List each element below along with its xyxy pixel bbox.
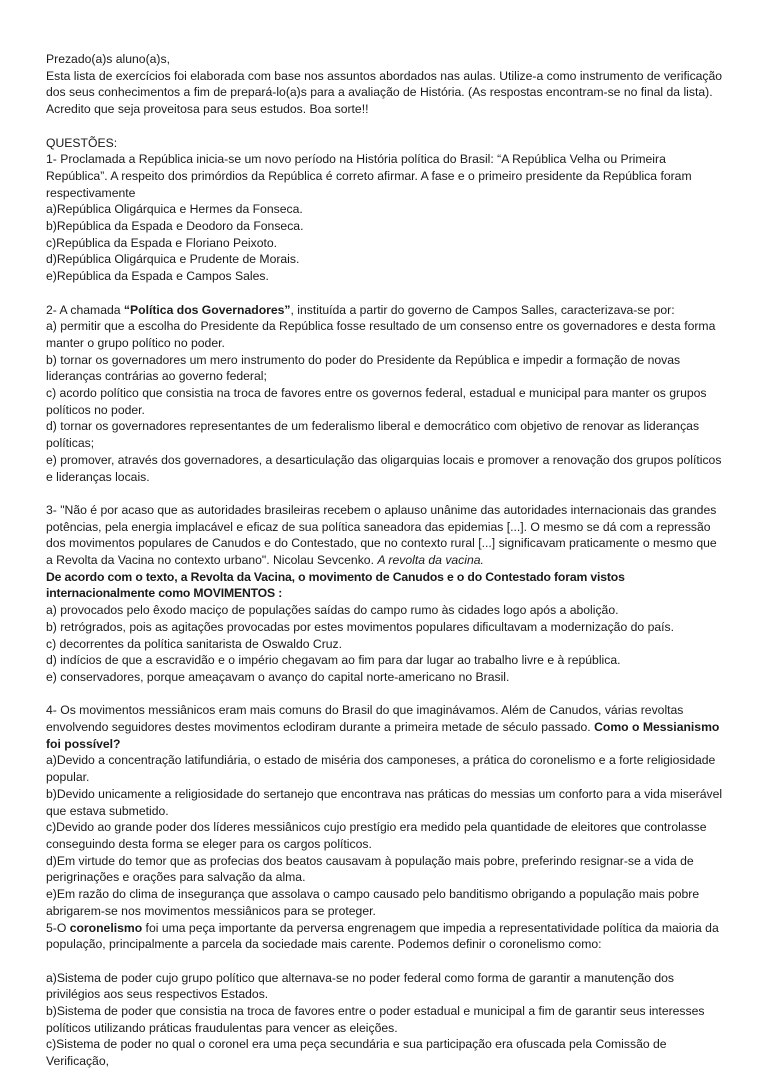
question-3 (46, 502, 726, 686)
option: e) conservadores, porque ameaçavam o avanço do capital norte-americano no Brasil. (46, 669, 510, 684)
option: c)República da Espada e Floriano Peixoto. (46, 235, 278, 250)
option: d)Em virtude do temor que as profecias dos beatos causavam à população mais pobre, preferindo resignar-se a vida de perigrinações e orações para salvação da alma. (46, 853, 694, 885)
stem-text: , instituída a partir do governo de Campos Salles, caracterizava-se por: (290, 302, 675, 317)
option: e) promover, através dos governadores, a desarticulação das oligarquias locais e promover a renovação dos grupos políticos e lideranças locais. (46, 452, 722, 484)
spacer (46, 285, 726, 302)
spacer (46, 686, 726, 703)
question-3-prompt: De acordo com o texto, a Revolta da Vacina, o movimento de Canudos e o do Contestado foram vistos internacionalmente como MOVIMENTOS : (46, 569, 625, 601)
question-3-quote (46, 502, 726, 569)
option: a)Devido a concentração latifundiária, o estado de miséria dos camponeses, a prática do coronelismo e a forte religiosidade popular. (46, 753, 716, 785)
question-2-stem (46, 302, 726, 319)
question-4-stem (46, 702, 726, 752)
option: c)Sistema de poder no qual o coronel era uma peça secundária e sua participação era ofuscada pela Comissão de Verificação, (46, 1037, 667, 1069)
question-5-stem (46, 920, 726, 953)
option: c)Devido ao grande poder dos líderes messiânicos cujo prestígio era medido pela quantidade de eleitores que controlasse conseguindo desta forma se eleger para os cargos políticos. (46, 820, 707, 851)
option: a) provocados pelo êxodo maciço de populações saídas do campo rumo às cidades logo após a abolição. (46, 603, 619, 618)
option: b) retrógrados, pois as agitações provocadas por estes movimentos populares dificultavam a modernização do país. (46, 619, 674, 634)
question-4 (46, 702, 726, 919)
option: b) tornar os governadores um mero instrumento do poder do Presidente da República e impedir a formação de novas lideranças contrárias ao governo federal; (46, 352, 681, 384)
question-1-stem: 1- Proclamada a República inicia-se um novo período na História política do Brasil: “A República Velha ou Primeira República”. A respeito dos primórdios da República é correto afirmar. A fase e o primeiro presidente da República foram respectivamente (46, 152, 692, 200)
stem-text: 5-O (46, 920, 70, 935)
option: a)Sistema de poder cujo grupo político que alternava-se no poder federal como forma de garantir a manutenção dos privilégios aos seus respectivos Estados. (46, 970, 675, 1002)
option: a) permitir que a escolha do Presidente da República fosse resultado de um consenso entre os governadores e desta forma manter o grupo político no poder. (46, 319, 716, 350)
stem-text: 2- A chamada (46, 302, 124, 317)
stem-emphasis: “Política dos Governadores” (123, 302, 291, 317)
question-1 (46, 151, 726, 285)
section-title: QUESTÕES: (46, 135, 118, 150)
question-2 (46, 302, 726, 486)
greeting: Prezado(a)s aluno(a)s, (46, 52, 170, 66)
question-5 (46, 920, 726, 1070)
option: c) decorrentes da política sanitarista de Oswaldo Cruz. (46, 636, 343, 651)
spacer (46, 953, 726, 970)
stem-text: 4- Os movimentos messiânicos eram mais comuns do Brasil do que imaginávamos. Além de Canudos, várias revoltas envolvendo seguidores destes movimentos eclodiram durante a primeira metade de século passado. (46, 703, 684, 735)
document-body (46, 51, 726, 1070)
stem-emphasis: coronelismo (69, 920, 143, 935)
quote-text: 3- "Não é por acaso que as autoridades brasileiras recebem o aplauso unânime das autoridades internacionais das grandes potências, pela energia implacável e eficaz de sua política saneadora das epidemias [...]. O mesmo se dá com a repressão dos movimentos populares de Canudos e do Contestado, que no contexto rural [...] significavam praticamente o mesmo que a Revolta da Vacina no contexto urbano". Nicolau Sevcenko. (46, 502, 717, 568)
option: d) tornar os governadores representantes de um federalismo liberal e democrático com objetivo de renovar as lideranças políticas; (46, 419, 700, 451)
option: a)República Oligárquica e Hermes da Fonseca. (46, 202, 303, 217)
spacer (46, 118, 726, 135)
option: e)República da Espada e Campos Sales. (46, 269, 269, 284)
stem-emphasis: Como o Messianismo foi possível? (46, 720, 720, 751)
option: c) acordo político que consistia na troca de favores entre os governos federal, estadual e municipal para manter os grupos políticos no poder. (46, 386, 707, 417)
stem-text: foi uma peça importante da perversa engrenagem que impedia a representatividade política da maioria da população, principalmente a parcela da sociedade mais carente. Podemos definir o coronelismo como: (46, 920, 719, 952)
option: b)República da Espada e Deodoro da Fonseca. (46, 219, 304, 234)
quote-source: A revolta da vacina. (377, 553, 484, 568)
option: d) indícios de que a escravidão e o império chegavam ao fim para dar lugar ao trabalho livre e à república. (46, 653, 621, 668)
option: b)Sistema de poder que consistia na troca de favores entre o poder estadual e municipal a fim de garantir seus interesses políticos utilizando práticas fraudulentas para vencer as eleições. (46, 1004, 705, 1035)
intro-text: Esta lista de exercícios foi elaborada com base nos assuntos abordados nas aulas. Utilize-a como instrumento de verificação dos seus conhecimentos a fim de prepará-lo(a)s para a avaliação de História. (As respostas encontram-se no final da lista). Acredito que seja proveitosa para seus estudos. Boa sorte!! (46, 68, 723, 117)
option: e)Em razão do clima de insegurança que assolava o campo causado pelo banditismo obrigando a população mais pobre abrigarem-se nos movimentos messiânicos para se proteger. (46, 887, 700, 918)
option: b)Devido unicamente a religiosidade do sertanejo que encontrava nas práticas do messias um conforto para a vida miserável que estava submetido. (46, 786, 723, 818)
option: d)República Oligárquica e Prudente de Morais. (46, 252, 300, 267)
spacer (46, 485, 726, 502)
